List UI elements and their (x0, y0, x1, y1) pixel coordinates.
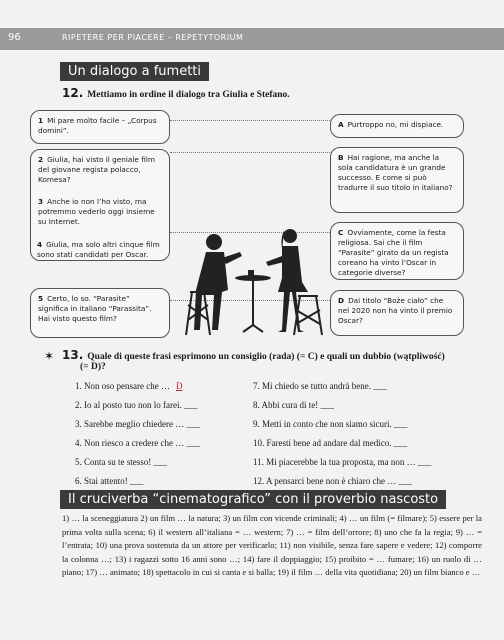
list-item (75, 381, 200, 400)
bubble-key: B (338, 153, 344, 162)
list-item[interactable]: 4. Non riesco a credere che … ___ (75, 438, 200, 448)
list-item[interactable]: 3. Sarebbe meglio chiedere … ___ (75, 419, 200, 429)
speech-bubble-A (330, 114, 464, 138)
page-header (0, 28, 504, 50)
answer-field[interactable]: D (175, 381, 183, 391)
list-item[interactable]: 7. Mi chiedo se tutto andrà bene. ___ (253, 381, 387, 391)
bubble-key: 4 (37, 240, 43, 249)
speech-bubble-D (330, 290, 464, 336)
bubble-key: 3 (38, 197, 44, 206)
bubble-text: Giulia, ma solo altri cinque film sono stati candidati per Oscar. (37, 240, 160, 259)
exercise-13-instruction-cont: (= D)? (80, 362, 106, 372)
exercise-13-right-column (253, 381, 431, 495)
speech-bubble-5 (30, 288, 170, 338)
bubble-text: Giulia, hai visto il geniale film del giovane regista polacco, Komesa? (38, 155, 155, 184)
speech-bubble-1 (30, 110, 170, 144)
bubble-key: 2 (38, 155, 44, 164)
dotted-line (170, 152, 332, 153)
list-item[interactable]: 8. Abbi cura di te! ___ (253, 400, 334, 410)
exercise-12-number: 12. (62, 86, 84, 100)
exercise-12-title (62, 86, 290, 100)
item-text: 1. Non oso pensare che … (75, 381, 170, 391)
bubble-text: Ovviamente, come la festa religiosa. Sai che il film “Parasite” girato da un regista coreano ha vinto l’Oscar in categorie diverse? (338, 228, 449, 277)
dotted-line (170, 120, 332, 121)
bubble-text: Dai titolo “Boże ciało” che nel 2020 non ha vinto il premio Oscar? (338, 296, 453, 325)
star-icon: ✶ (44, 349, 55, 363)
bubble-key: C (338, 228, 344, 237)
bubble-key: 5 (38, 294, 44, 303)
bubble-text: Purtroppo no, mi dispiace. (347, 120, 444, 129)
speech-bubble-B (330, 147, 464, 213)
exercise-13-instruction: Quale di queste frasi esprimono un consiglio (rada) (= C) e quali un dubbio (wątpliwość) (87, 352, 445, 362)
bubble-text: Anche io non l’ho visto, ma potremmo vederlo oggi insieme su Internet. (38, 197, 155, 226)
speech-bubble-4 (30, 236, 170, 280)
exercise-13-left-column (75, 381, 200, 495)
bubble-text: Mi pare molto facile – „Corpus domini”. (38, 116, 157, 135)
exercise-13-title (62, 348, 482, 372)
section-title-cruciverba: Il cruciverba “cinematografico” con il proverbio nascosto (60, 490, 446, 509)
list-item[interactable]: 5. Conta su te stesso! ___ (75, 457, 167, 467)
crossword-clues: 1) … la sceneggiatura 2) un film … la natura; 3) un film con vicende criminali; 4) … un film (= filmare); 5) essere per la prima volta sulla scena; 6) il western all’italiana = … western; 7) … = film dell’orrore; 8) uno che fa la regia; 9) … = l’entrata; 10) una prova sostenuta da un attore per verificarlo; 11) non visibile, senza fare sapere e vedere; 12) comporre la colonna …; 13) i ragazzi sotto 16 anni sono …; 14) fare il doppiaggio; 15) proibito = … fumare; 16) un ruolo di … piano; 17) … animato; 18) spettacolo in cui si canta e si balla; 19) il film … della vita quotidiana; 20) un film bianco e … (62, 513, 482, 577)
list-item[interactable]: 11. Mi piacerebbe la tua proposta, ma non … ___ (253, 457, 432, 467)
list-item[interactable]: 2. Io al posto tuo non lo farei. ___ (75, 400, 198, 410)
bubble-key: A (338, 120, 344, 129)
list-item[interactable]: 10. Faresti bene ad andare dal medico. ___ (253, 438, 408, 448)
exercise-12-instruction: Mettiamo in ordine il dialogo tra Giulia e Stefano. (87, 90, 290, 100)
bubble-key: D (338, 296, 345, 305)
couple-at-cafe-table-illustration (178, 200, 328, 340)
speech-bubble-C (330, 222, 464, 280)
list-item[interactable]: 6. Stai attento! ___ (75, 476, 144, 486)
exercise-13-number: 13. (62, 348, 84, 362)
section-title-dialogo: Un dialogo a fumetti (60, 62, 209, 81)
page-number: 96 (8, 32, 21, 43)
list-item[interactable]: 12. A pensarci bene non è chiaro che … ___ (253, 476, 412, 486)
running-title: RIPETERE PER PIACERE – REPETYTORIUM (62, 33, 244, 42)
bubble-text: Certo, lo so. “Parasite” significa in italiano “Parassita”. Hai visto questo film? (38, 294, 152, 323)
list-item[interactable]: 9. Metti in conto che non siamo sicuri. ___ (253, 419, 408, 429)
bubble-key: 1 (38, 116, 44, 125)
bubble-text: Hai ragione, ma anche la sola candidatura è un grande successo. E come si può tradurre il suo titolo in italiano? (338, 153, 453, 192)
